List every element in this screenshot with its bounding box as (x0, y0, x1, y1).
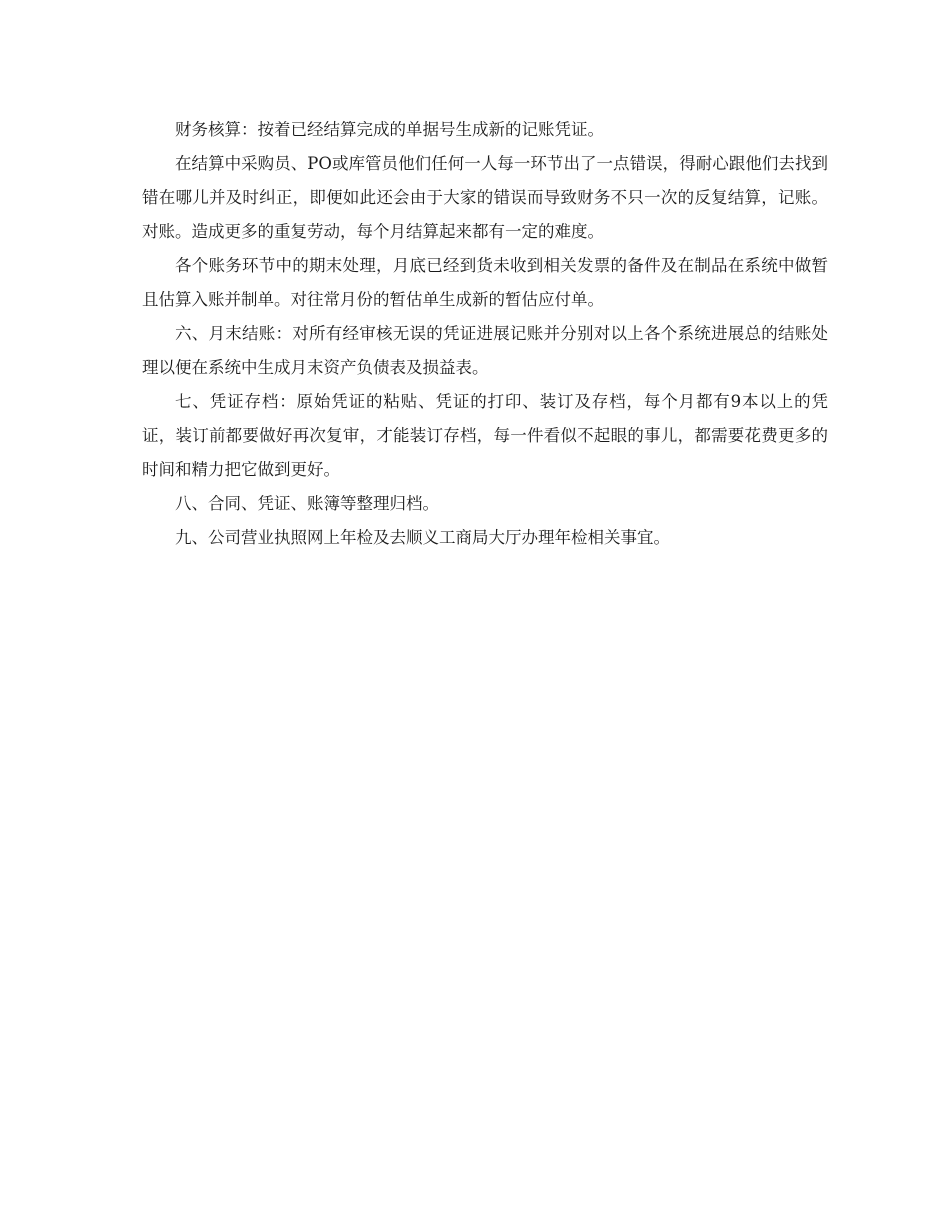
paragraph-financial-accounting: 财务核算：按着已经结算完成的单据号生成新的记账凭证。 (175, 120, 604, 139)
paragraph-month-end-closing: 六、月末结账：对所有经审核无误的凭证进展记账并分别对以上各个系统进展总的结账处理以便在系统中生成月末资产负债表及损益表。 (142, 324, 828, 377)
paragraph-period-end-processing: 各个账务环节中的期末处理，月底已经到货未收到相关发票的备件及在制品在系统中做暂且估算入账并制单。对往常月份的暂估单生成新的暂估应付单。 (142, 256, 828, 309)
paragraph-settlement-errors: 在结算中采购员、PO或库管员他们任何一人每一环节出了一点错误，得耐心跟他们去找到错在哪儿并及时纠正，即便如此还会由于大家的错误而导致财务不只一次的反复结算，记账。对账。造成更多的重复劳动，每个月结算起来都有一定的难度。 (142, 154, 828, 241)
paragraph-contract-filing: 八、合同、凭证、账簿等整理归档。 (175, 494, 439, 513)
paragraph-annual-inspection: 九、公司营业执照网上年检及去顺义工商局大厅办理年检相关事宜。 (175, 528, 670, 547)
paragraph-voucher-archiving: 七、凭证存档：原始凭证的粘贴、凭证的打印、装订及存档，每个月都有9本以上的凭证，装订前都要做好再次复审，才能装订存档，每一件看似不起眼的事儿，都需要花费更多的时间和精力把它做到更好。 (142, 392, 828, 479)
document-body (142, 113, 828, 555)
